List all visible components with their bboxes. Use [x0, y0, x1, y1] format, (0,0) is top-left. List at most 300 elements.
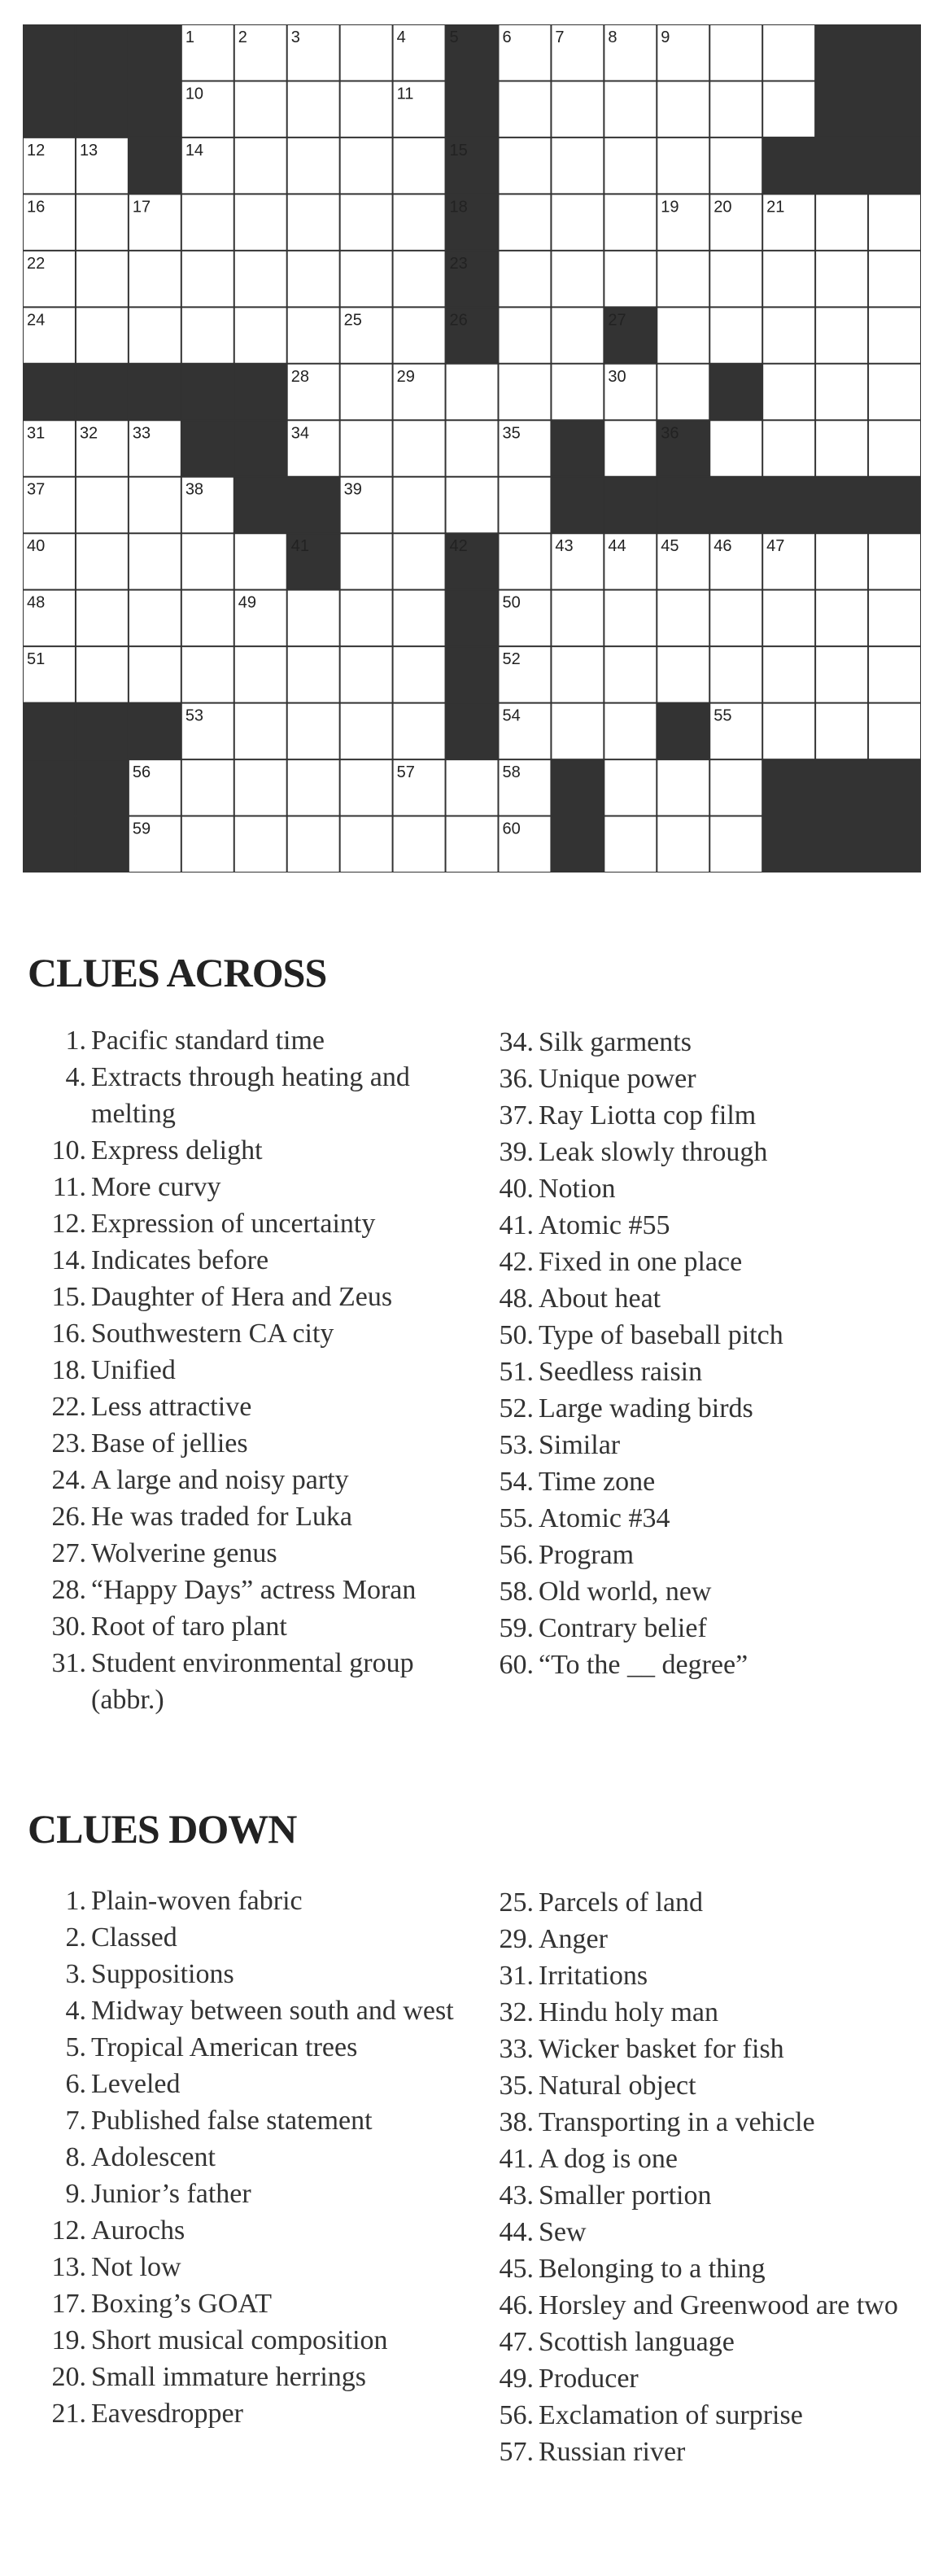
grid-cell[interactable]: [709, 251, 763, 308]
clue-number: 2.: [65, 1922, 86, 1953]
clue-item: [28, 2102, 467, 2139]
clues-across-list-left: [28, 1022, 467, 1718]
clue-item: [28, 2249, 467, 2285]
clue-number: 27.: [51, 1538, 86, 1568]
cell-number: 26: [449, 311, 468, 330]
grid-cell[interactable]: [76, 477, 129, 534]
grid-cell[interactable]: [393, 646, 447, 703]
grid-cell[interactable]: [76, 251, 129, 308]
grid-cell[interactable]: [340, 703, 394, 760]
cell-number: 9: [661, 28, 670, 46]
cell-number: 34: [290, 424, 309, 443]
grid-block: [762, 138, 816, 195]
grid-cell[interactable]: [393, 307, 447, 364]
grid-block: [76, 759, 129, 816]
grid-cell[interactable]: [446, 364, 500, 421]
grid-cell[interactable]: [287, 251, 341, 308]
grid-cell[interactable]: [551, 251, 604, 308]
grid-cell[interactable]: [340, 81, 394, 138]
cell-number: 2: [238, 28, 247, 46]
clue-number: 45.: [499, 2254, 534, 2284]
clues-down-list-right: [475, 1884, 931, 2470]
grid-cell[interactable]: [551, 646, 604, 703]
grid-cell[interactable]: [551, 364, 604, 421]
grid-cell[interactable]: [657, 251, 710, 308]
clue-number: 58.: [499, 1577, 534, 1607]
clue-item: [28, 1315, 467, 1352]
grid-cell[interactable]: [657, 364, 710, 421]
cell-number: 59: [132, 820, 151, 838]
clue-number: 46.: [499, 2290, 534, 2320]
grid-cell[interactable]: [551, 138, 604, 195]
grid-cell[interactable]: [340, 251, 394, 308]
clue-number: 49.: [499, 2364, 534, 2394]
clue-number: 59.: [499, 1613, 534, 1643]
grid-cell[interactable]: [129, 477, 182, 534]
cell-number: 40: [27, 537, 46, 556]
grid-block: [551, 420, 604, 477]
grid-cell[interactable]: [181, 251, 235, 308]
clue-number: 5.: [65, 2032, 86, 2062]
grid-cell[interactable]: [393, 816, 447, 873]
grid-cell[interactable]: [234, 307, 288, 364]
grid-cell[interactable]: [446, 759, 500, 816]
grid-block: [129, 24, 182, 81]
grid-cell[interactable]: [498, 251, 552, 308]
grid-block: [129, 81, 182, 138]
grid-cell[interactable]: [815, 364, 869, 421]
grid-cell[interactable]: [498, 194, 552, 251]
clue-text: Parcels of land: [539, 1887, 704, 1918]
grid-cell[interactable]: [604, 590, 657, 647]
grid-cell[interactable]: [709, 138, 763, 195]
grid-cell[interactable]: [340, 420, 394, 477]
grid-block: [868, 477, 921, 534]
grid-cell[interactable]: [340, 646, 394, 703]
grid-cell[interactable]: [234, 138, 288, 195]
grid-cell[interactable]: [393, 533, 447, 590]
clue-text: Russian river: [539, 2437, 686, 2467]
grid-cell[interactable]: [76, 194, 129, 251]
grid-cell[interactable]: [762, 81, 816, 138]
grid-cell[interactable]: [762, 590, 816, 647]
grid-cell[interactable]: [393, 420, 447, 477]
grid-cell[interactable]: [551, 307, 604, 364]
cell-number: 23: [449, 254, 468, 273]
clue-text: Student environmental group (abbr.): [91, 1648, 414, 1715]
grid-cell[interactable]: [709, 307, 763, 364]
grid-cell[interactable]: [340, 194, 394, 251]
grid-block: [287, 477, 341, 534]
grid-cell[interactable]: [129, 646, 182, 703]
clue-item: [475, 2177, 931, 2214]
grid-cell[interactable]: [287, 590, 341, 647]
grid-cell[interactable]: [129, 533, 182, 590]
grid-cell[interactable]: [604, 759, 657, 816]
grid-cell[interactable]: [340, 364, 394, 421]
grid-cell[interactable]: [709, 420, 763, 477]
clue-item: [28, 1956, 467, 1992]
cell-number: 12: [27, 141, 46, 160]
grid-block: [709, 477, 763, 534]
grid-block: [762, 477, 816, 534]
clue-number: 20.: [51, 2362, 86, 2392]
clue-item: [475, 1207, 931, 1244]
clue-text: Base of jellies: [91, 1428, 248, 1459]
grid-block: [868, 24, 921, 81]
clue-item: [28, 1462, 467, 1498]
cell-number: 53: [185, 706, 204, 725]
grid-cell[interactable]: [234, 759, 288, 816]
clue-item: [28, 1645, 467, 1718]
grid-block: [129, 703, 182, 760]
grid-cell[interactable]: [498, 138, 552, 195]
grid-cell[interactable]: [709, 759, 763, 816]
grid-cell[interactable]: [181, 590, 235, 647]
grid-block: [551, 816, 604, 873]
grid-cell[interactable]: [762, 24, 816, 81]
clue-number: 30.: [51, 1612, 86, 1642]
grid-cell[interactable]: [234, 703, 288, 760]
cell-number: 50: [502, 593, 521, 612]
grid-cell[interactable]: [868, 646, 921, 703]
clue-text: Not low: [91, 2252, 181, 2282]
clue-item: [475, 1317, 931, 1354]
grid-cell[interactable]: [551, 81, 604, 138]
grid-cell[interactable]: [393, 477, 447, 534]
grid-cell[interactable]: [815, 533, 869, 590]
clue-text: Express delight: [91, 1135, 263, 1166]
grid-cell[interactable]: [393, 138, 447, 195]
grid-cell[interactable]: [551, 703, 604, 760]
clue-text: Extracts through heating and melting: [91, 1062, 410, 1129]
clue-text: Short musical composition: [91, 2325, 388, 2355]
grid-cell[interactable]: [604, 138, 657, 195]
clues-down-list-left: [28, 1883, 467, 2432]
grid-cell[interactable]: [181, 646, 235, 703]
grid-cell[interactable]: [287, 81, 341, 138]
clue-number: 38.: [499, 2107, 534, 2137]
grid-cell[interactable]: [498, 477, 552, 534]
grid-block: [815, 816, 869, 873]
grid-cell[interactable]: [709, 590, 763, 647]
grid-cell[interactable]: [129, 251, 182, 308]
clue-number: 19.: [51, 2325, 86, 2355]
grid-cell[interactable]: [815, 251, 869, 308]
grid-block: [709, 364, 763, 421]
grid-block: [815, 81, 869, 138]
cell-number: 58: [502, 763, 521, 782]
clue-item: [28, 2395, 467, 2432]
cell-number: 20: [714, 198, 732, 216]
clue-text: Seedless raisin: [539, 1357, 703, 1387]
clue-text: Old world, new: [539, 1577, 712, 1607]
grid-cell[interactable]: [393, 194, 447, 251]
grid-cell[interactable]: [234, 194, 288, 251]
cell-number: 29: [396, 367, 415, 386]
cell-number: 56: [132, 763, 151, 782]
grid-cell[interactable]: [340, 816, 394, 873]
cell-number: 42: [449, 537, 468, 556]
grid-cell[interactable]: [181, 816, 235, 873]
grid-cell[interactable]: [287, 307, 341, 364]
grid-block: [604, 477, 657, 534]
clue-number: 9.: [65, 2179, 86, 2209]
clue-item: [475, 2067, 931, 2104]
clue-number: 28.: [51, 1575, 86, 1605]
grid-block: [446, 590, 500, 647]
grid-block: [657, 477, 710, 534]
clue-text: Small immature herrings: [91, 2362, 367, 2392]
grid-cell[interactable]: [76, 307, 129, 364]
grid-cell[interactable]: [868, 703, 921, 760]
grid-block: [657, 703, 710, 760]
clue-text: Eavesdropper: [91, 2399, 243, 2429]
grid-cell[interactable]: [815, 194, 869, 251]
grid-cell[interactable]: [498, 364, 552, 421]
grid-cell[interactable]: [604, 420, 657, 477]
clue-item: [475, 1610, 931, 1647]
cell-number: 10: [185, 85, 204, 103]
clue-number: 10.: [51, 1135, 86, 1166]
grid-cell[interactable]: [762, 307, 816, 364]
cell-number: 6: [502, 28, 512, 46]
grid-cell[interactable]: [498, 533, 552, 590]
clue-number: 56.: [499, 2400, 534, 2430]
grid-cell[interactable]: [498, 307, 552, 364]
grid-cell[interactable]: [551, 194, 604, 251]
grid-block: [23, 703, 76, 760]
grid-cell[interactable]: [762, 646, 816, 703]
grid-cell[interactable]: [657, 759, 710, 816]
grid-cell[interactable]: [657, 138, 710, 195]
clue-text: Boxing’s GOAT: [91, 2289, 272, 2319]
clue-item: [475, 1994, 931, 2031]
clue-number: 40.: [499, 1174, 534, 1204]
clue-text: Contrary belief: [539, 1613, 707, 1643]
grid-cell[interactable]: [76, 646, 129, 703]
grid-cell[interactable]: [657, 307, 710, 364]
clue-item: [28, 2212, 467, 2249]
grid-cell[interactable]: [762, 364, 816, 421]
grid-cell[interactable]: [446, 420, 500, 477]
grid-cell[interactable]: [287, 759, 341, 816]
clue-text: Transporting in a vehicle: [539, 2107, 815, 2137]
clue-number: 24.: [51, 1465, 86, 1495]
clue-text: Exclamation of surprise: [539, 2400, 803, 2430]
grid-cell[interactable]: [340, 759, 394, 816]
grid-cell[interactable]: [76, 590, 129, 647]
clue-text: Junior’s father: [91, 2179, 251, 2209]
clue-text: Anger: [539, 1924, 608, 1954]
grid-cell[interactable]: [709, 24, 763, 81]
grid-cell[interactable]: [709, 81, 763, 138]
clue-text: Wicker basket for fish: [539, 2034, 784, 2064]
grid-cell[interactable]: [868, 194, 921, 251]
clue-item: [475, 1537, 931, 1573]
grid-cell[interactable]: [868, 590, 921, 647]
clue-item: [28, 2359, 467, 2395]
clue-item: [475, 1957, 931, 1994]
clue-text: “To the __ degree”: [539, 1650, 748, 1680]
grid-cell[interactable]: [340, 533, 394, 590]
clue-item: [28, 1425, 467, 1462]
grid-cell[interactable]: [868, 533, 921, 590]
clue-text: Wolverine genus: [91, 1538, 277, 1568]
cell-number: 46: [714, 537, 732, 556]
grid-cell[interactable]: [868, 420, 921, 477]
grid-cell[interactable]: [868, 251, 921, 308]
clues-down-heading: CLUES DOWN: [28, 1806, 297, 1852]
grid-block: [868, 759, 921, 816]
cell-number: 21: [766, 198, 785, 216]
clue-item: [475, 1463, 931, 1500]
clue-text: Producer: [539, 2364, 639, 2394]
clue-number: 41.: [499, 1210, 534, 1240]
clue-item: [475, 2360, 931, 2397]
grid-cell[interactable]: [129, 590, 182, 647]
clue-item: [475, 1500, 931, 1537]
cell-number: 37: [27, 480, 46, 499]
grid-cell[interactable]: [287, 703, 341, 760]
cell-number: 11: [396, 85, 414, 103]
grid-block: [129, 364, 182, 421]
grid-cell[interactable]: [604, 194, 657, 251]
grid-block: [815, 24, 869, 81]
grid-cell[interactable]: [181, 533, 235, 590]
grid-cell[interactable]: [762, 251, 816, 308]
grid-cell[interactable]: [762, 703, 816, 760]
clue-text: Time zone: [539, 1467, 656, 1497]
clue-text: He was traded for Luka: [91, 1502, 352, 1532]
grid-cell[interactable]: [604, 81, 657, 138]
cell-number: 60: [502, 820, 521, 838]
grid-cell[interactable]: [604, 703, 657, 760]
grid-block: [23, 364, 76, 421]
clue-text: Aurochs: [91, 2215, 185, 2246]
clue-item: [28, 1169, 467, 1205]
clue-item: [475, 1024, 931, 1061]
grid-cell[interactable]: [762, 420, 816, 477]
grid-cell[interactable]: [815, 590, 869, 647]
clue-number: 48.: [499, 1284, 534, 1314]
clue-item: [475, 1573, 931, 1610]
clue-text: Scottish language: [539, 2327, 735, 2357]
cell-number: 41: [290, 537, 309, 556]
grid-block: [181, 364, 235, 421]
cell-number: 31: [27, 424, 46, 443]
cell-number: 28: [290, 367, 309, 386]
cell-number: 35: [502, 424, 521, 443]
clue-item: [28, 1205, 467, 1242]
grid-cell[interactable]: [181, 194, 235, 251]
clue-number: 11.: [52, 1172, 86, 1202]
grid-cell[interactable]: [340, 138, 394, 195]
grid-cell[interactable]: [604, 816, 657, 873]
cell-number: 48: [27, 593, 46, 612]
grid-cell[interactable]: [657, 81, 710, 138]
clue-number: 13.: [51, 2252, 86, 2282]
cell-number: 39: [343, 480, 362, 499]
clue-item: [475, 1097, 931, 1134]
crossword-grid-svg: [23, 24, 921, 873]
cell-number: 7: [555, 28, 565, 46]
grid-cell[interactable]: [604, 251, 657, 308]
grid-cell[interactable]: [234, 251, 288, 308]
clue-item: [28, 2139, 467, 2176]
grid-cell[interactable]: [446, 477, 500, 534]
clue-text: Hindu holy man: [539, 1997, 718, 2027]
grid-cell[interactable]: [551, 590, 604, 647]
grid-cell[interactable]: [234, 816, 288, 873]
grid-cell[interactable]: [868, 307, 921, 364]
grid-block: [762, 816, 816, 873]
clue-item: [475, 2434, 931, 2470]
grid-cell[interactable]: [234, 646, 288, 703]
grid-block: [234, 420, 288, 477]
grid-cell[interactable]: [393, 590, 447, 647]
grid-cell[interactable]: [287, 138, 341, 195]
grid-cell[interactable]: [234, 533, 288, 590]
cell-number: 30: [608, 367, 626, 386]
grid-cell[interactable]: [868, 364, 921, 421]
grid-cell[interactable]: [498, 81, 552, 138]
grid-cell[interactable]: [181, 307, 235, 364]
grid-cell[interactable]: [709, 816, 763, 873]
clue-text: Plain-woven fabric: [91, 1886, 303, 1916]
grid-cell[interactable]: [393, 251, 447, 308]
grid-cell[interactable]: [393, 703, 447, 760]
grid-block: [76, 81, 129, 138]
grid-block: [76, 816, 129, 873]
grid-cell[interactable]: [76, 533, 129, 590]
grid-block: [23, 81, 76, 138]
grid-cell[interactable]: [815, 646, 869, 703]
grid-block: [76, 24, 129, 81]
clue-number: 22.: [51, 1392, 86, 1422]
grid-cell[interactable]: [604, 646, 657, 703]
grid-block: [446, 703, 500, 760]
grid-cell[interactable]: [340, 590, 394, 647]
grid-cell[interactable]: [657, 646, 710, 703]
grid-cell[interactable]: [234, 81, 288, 138]
grid-cell[interactable]: [287, 816, 341, 873]
grid-cell[interactable]: [287, 646, 341, 703]
grid-cell[interactable]: [340, 24, 394, 81]
grid-cell[interactable]: [181, 759, 235, 816]
grid-cell[interactable]: [815, 420, 869, 477]
clue-number: 31.: [499, 1961, 534, 1991]
grid-cell[interactable]: [287, 194, 341, 251]
grid-cell[interactable]: [815, 307, 869, 364]
grid-cell[interactable]: [709, 646, 763, 703]
clue-item: [475, 1134, 931, 1170]
clue-item: [28, 1883, 467, 1919]
grid-cell[interactable]: [129, 307, 182, 364]
clue-number: 17.: [51, 2289, 86, 2319]
grid-cell[interactable]: [815, 703, 869, 760]
grid-cell[interactable]: [657, 816, 710, 873]
grid-cell[interactable]: [446, 816, 500, 873]
cell-number: 33: [132, 424, 151, 443]
grid-block: [129, 138, 182, 195]
clue-text: A dog is one: [539, 2144, 678, 2174]
grid-cell[interactable]: [657, 590, 710, 647]
clue-number: 51.: [499, 1357, 534, 1387]
clue-item: [28, 2029, 467, 2066]
clue-number: 1.: [65, 1026, 86, 1056]
clue-number: 7.: [65, 2106, 86, 2136]
